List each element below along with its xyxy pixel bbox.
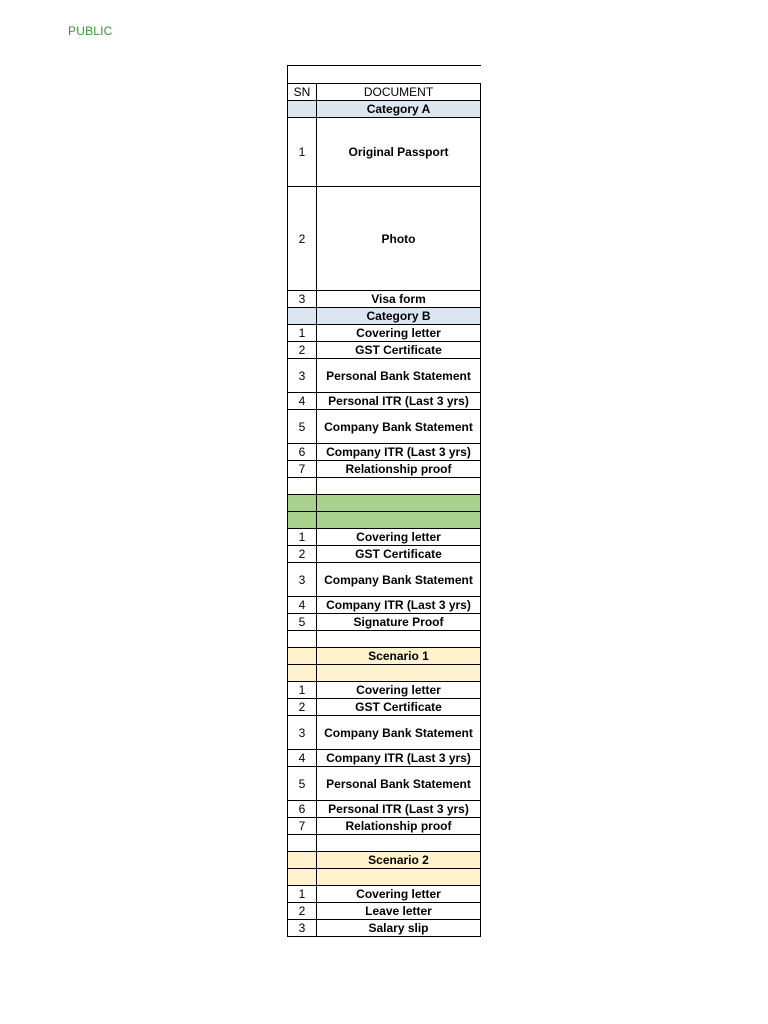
table-row xyxy=(288,682,481,699)
sn-cell: 1 xyxy=(288,118,317,187)
table-row xyxy=(288,118,481,187)
blank-top-row xyxy=(288,66,481,84)
document-cell: GST Certificate xyxy=(317,342,481,359)
table-row xyxy=(288,546,481,563)
sn-cell xyxy=(288,648,317,665)
section-row xyxy=(288,308,481,325)
blank-cell xyxy=(317,66,481,84)
section-title-cell: Scenario 1 xyxy=(317,648,481,665)
sn-cell: 5 xyxy=(288,767,317,801)
document-cell: Covering letter xyxy=(317,886,481,903)
section-row xyxy=(288,648,481,665)
document-cell: Company Bank Statement xyxy=(317,716,481,750)
table-row xyxy=(288,342,481,359)
section-title-cell xyxy=(317,495,481,512)
section-title-cell: Category B xyxy=(317,308,481,325)
section-row xyxy=(288,852,481,869)
section-title-cell: Category A xyxy=(317,101,481,118)
sn-cell: 2 xyxy=(288,546,317,563)
table-row xyxy=(288,478,481,495)
table-row xyxy=(288,920,481,937)
section-title-cell: Scenario 2 xyxy=(317,852,481,869)
section-row xyxy=(288,101,481,118)
table-row xyxy=(288,631,481,648)
sn-cell: 5 xyxy=(288,410,317,444)
sn-cell xyxy=(288,308,317,325)
classification-label: PUBLIC xyxy=(68,24,113,38)
table-row xyxy=(288,359,481,393)
sn-cell xyxy=(288,869,317,886)
document-cell: GST Certificate xyxy=(317,546,481,563)
table-row xyxy=(288,750,481,767)
sn-cell xyxy=(288,512,317,529)
table-row xyxy=(288,699,481,716)
sn-cell: 4 xyxy=(288,393,317,410)
section-title-cell xyxy=(317,869,481,886)
sn-cell: 3 xyxy=(288,291,317,308)
sn-cell: 2 xyxy=(288,699,317,716)
document-cell: Company Bank Statement xyxy=(317,410,481,444)
sn-cell: 7 xyxy=(288,461,317,478)
document-cell: Leave letter xyxy=(317,903,481,920)
document-cell xyxy=(317,478,481,495)
table-row xyxy=(288,597,481,614)
section-row xyxy=(288,665,481,682)
sn-cell: 1 xyxy=(288,529,317,546)
table-row xyxy=(288,563,481,597)
table-row xyxy=(288,835,481,852)
table-row xyxy=(288,291,481,308)
sn-cell xyxy=(288,631,317,648)
document-cell: Relationship proof xyxy=(317,818,481,835)
blank-cell xyxy=(288,66,317,84)
document-cell: Personal Bank Statement xyxy=(317,359,481,393)
table-row xyxy=(288,461,481,478)
table-row xyxy=(288,187,481,291)
table-row xyxy=(288,903,481,920)
column-header-document: DOCUMENT xyxy=(317,84,481,101)
table-row xyxy=(288,444,481,461)
section-title-cell xyxy=(317,665,481,682)
document-cell: Original Passport xyxy=(317,118,481,187)
document-cell: GST Certificate xyxy=(317,699,481,716)
document-cell: Company ITR (Last 3 yrs) xyxy=(317,750,481,767)
sn-cell: 3 xyxy=(288,716,317,750)
document-cell: Covering letter xyxy=(317,529,481,546)
sn-cell xyxy=(288,478,317,495)
document-cell: Company ITR (Last 3 yrs) xyxy=(317,444,481,461)
document-cell: Company ITR (Last 3 yrs) xyxy=(317,597,481,614)
sn-cell: 3 xyxy=(288,563,317,597)
sn-cell xyxy=(288,852,317,869)
table-row xyxy=(288,818,481,835)
document-checklist-sheet xyxy=(287,65,480,937)
table-row xyxy=(288,767,481,801)
section-row xyxy=(288,869,481,886)
table-row xyxy=(288,886,481,903)
sn-cell: 2 xyxy=(288,187,317,291)
document-cell: Covering letter xyxy=(317,682,481,699)
document-table xyxy=(287,65,481,937)
document-cell: Company Bank Statement xyxy=(317,563,481,597)
sn-cell: 4 xyxy=(288,597,317,614)
document-cell: Visa form xyxy=(317,291,481,308)
sn-cell: 1 xyxy=(288,682,317,699)
document-cell: Signature Proof xyxy=(317,614,481,631)
sn-cell: 6 xyxy=(288,801,317,818)
document-cell: Personal Bank Statement xyxy=(317,767,481,801)
document-cell: Personal ITR (Last 3 yrs) xyxy=(317,393,481,410)
table-row xyxy=(288,716,481,750)
document-cell: Personal ITR (Last 3 yrs) xyxy=(317,801,481,818)
document-cell: Salary slip xyxy=(317,920,481,937)
document-cell: Covering letter xyxy=(317,325,481,342)
section-title-cell xyxy=(317,512,481,529)
sn-cell: 3 xyxy=(288,920,317,937)
sn-cell: 5 xyxy=(288,614,317,631)
document-cell xyxy=(317,631,481,648)
sn-cell xyxy=(288,495,317,512)
sn-cell: 3 xyxy=(288,359,317,393)
document-cell: Photo xyxy=(317,187,481,291)
document-cell xyxy=(317,835,481,852)
sn-cell: 1 xyxy=(288,886,317,903)
section-row xyxy=(288,495,481,512)
section-row xyxy=(288,512,481,529)
sn-cell: 2 xyxy=(288,342,317,359)
sn-cell xyxy=(288,101,317,118)
sn-cell xyxy=(288,665,317,682)
sn-cell xyxy=(288,835,317,852)
table-row xyxy=(288,801,481,818)
table-row xyxy=(288,410,481,444)
table-row xyxy=(288,614,481,631)
document-cell: Relationship proof xyxy=(317,461,481,478)
table-row xyxy=(288,529,481,546)
column-header-sn: SN xyxy=(288,84,317,101)
sn-cell: 6 xyxy=(288,444,317,461)
table-row xyxy=(288,325,481,342)
table-row xyxy=(288,393,481,410)
sn-cell: 2 xyxy=(288,903,317,920)
sn-cell: 7 xyxy=(288,818,317,835)
sn-cell: 4 xyxy=(288,750,317,767)
table-header-row xyxy=(288,84,481,101)
sn-cell: 1 xyxy=(288,325,317,342)
